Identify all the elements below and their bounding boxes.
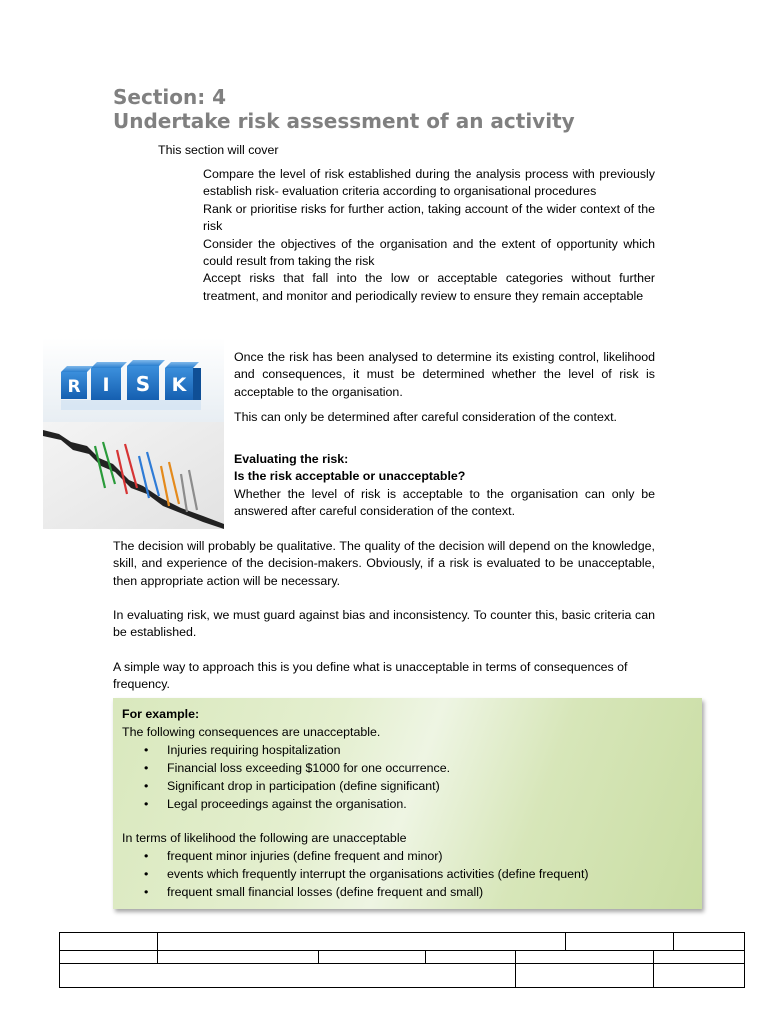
footer-cell	[60, 933, 158, 951]
list-item: • Legal proceedings against the organisation.	[122, 795, 694, 813]
eval-text: Whether the level of risk is acceptable to the organisation can only be answered after careful consideration of the context.	[234, 487, 655, 519]
footer-cell	[158, 933, 566, 951]
list-item: • frequent minor injuries (define frequent and minor)	[122, 847, 694, 865]
footer-cell	[319, 951, 426, 964]
side-para-2: This can only be determined after careful consideration of the context.	[234, 410, 617, 424]
footer-cell	[674, 933, 745, 951]
footer-table	[59, 932, 745, 988]
side-para-1: Once the risk has been analysed to determine its existing control, likelihood and consequences, it must be determined whether the level of risk is acceptable to the organisation.	[234, 350, 655, 399]
body-para-3: A simple way to approach this is you define what is unacceptable in terms of consequences of frequency.	[113, 660, 628, 692]
risk-image	[43, 338, 224, 529]
cover-item: Rank or prioritise risks for further action, taking account of the wider context of the risk	[203, 201, 655, 234]
list-item: • frequent small financial losses (define frequent and small)	[122, 883, 694, 901]
footer-cell	[516, 964, 654, 988]
footer-cell	[158, 951, 319, 964]
footer-cell	[516, 951, 654, 964]
svg-text:I: I	[102, 374, 110, 396]
list-item: • events which frequently interrupt the organisations activities (define frequent)	[122, 865, 694, 883]
list-item: • Significant drop in participation (define significant)	[122, 777, 694, 795]
likelihood-list	[122, 847, 694, 901]
cover-item: Compare the level of risk established during the analysis process with previously establish risk- evaluation criteria according to organisational procedures	[203, 167, 655, 199]
footer-cell	[653, 951, 744, 964]
body-para-2: In evaluating risk, we must guard against bias and inconsistency. To counter this, basic criteria can be established.	[113, 608, 655, 640]
consequences-list	[122, 741, 694, 813]
svg-text:K: K	[171, 374, 187, 396]
footer-cell	[566, 933, 674, 951]
list-item: • Financial loss exceeding $1000 for one occurrence.	[122, 759, 694, 777]
footer-cell	[60, 964, 516, 988]
cover-list	[203, 166, 655, 305]
cover-item: Consider the objectives of the organisation and the extent of opportunity which could result from taking the risk	[203, 236, 655, 269]
list-item: • Injuries requiring hospitalization	[122, 741, 694, 759]
example-heading: For example:	[122, 707, 200, 721]
footer-cell	[60, 951, 158, 964]
eval-question: Is the risk acceptable or unacceptable?	[234, 469, 466, 483]
body-para-1: The decision will probably be qualitative. The quality of the decision will depend on the knowledge, skill, and experience of the decision-makers. Obviously, if a risk is evaluated to be unacceptable, then appropriate action will be necessary.	[113, 539, 655, 588]
footer-cell	[653, 964, 744, 988]
footer-cell	[426, 951, 516, 964]
example-box	[113, 698, 702, 909]
intro-text: This section will cover	[158, 143, 279, 157]
section-number: Section: 4	[113, 85, 227, 109]
eval-heading: Evaluating the risk:	[234, 452, 349, 466]
likelihood-intro: In terms of likelihood the following are unacceptable	[122, 831, 407, 845]
svg-text:S: S	[135, 372, 151, 396]
cover-item: Accept risks that fall into the low or acceptable categories without further treatment, and monitor and periodically review to ensure they remain acceptable	[203, 271, 655, 303]
section-title: Undertake risk assessment of an activity	[113, 109, 575, 133]
svg-text:R: R	[67, 377, 81, 397]
consequences-intro: The following consequences are unacceptable.	[122, 725, 381, 739]
